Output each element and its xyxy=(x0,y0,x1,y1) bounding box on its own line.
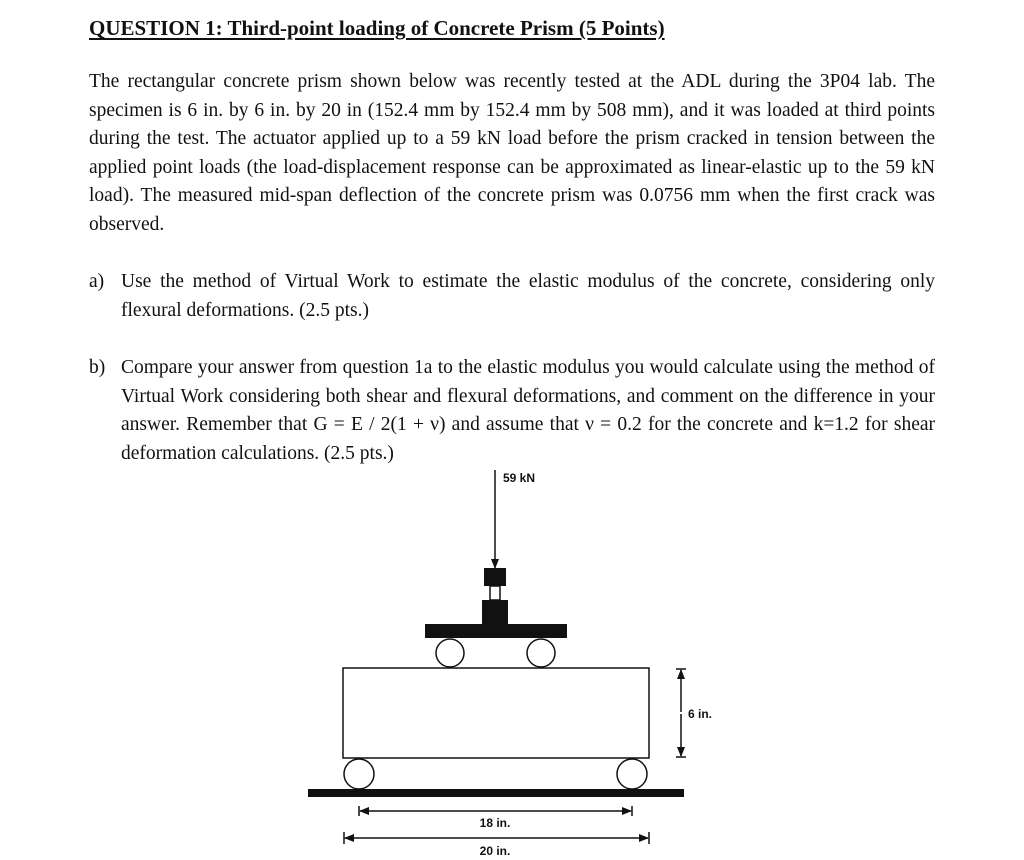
load-label: 59 kN xyxy=(503,471,536,485)
inner-span-label: 18 in. xyxy=(479,816,511,830)
total-length-dimension xyxy=(344,832,649,844)
fixture-stem xyxy=(490,586,500,600)
load-roller-right xyxy=(527,639,555,667)
part-a-text: Use the method of Virtual Work to estimate the elastic modulus of the concrete, considering only flexural deformations. (2.5 pts.) xyxy=(121,271,935,321)
load-roller-left xyxy=(436,639,464,667)
intro-paragraph: The rectangular concrete prism shown below was recently tested at the ADL during the 3P04 lab. The specimen is 6 in. by 6 in. by 20 in (152.4 mm by 152.4 mm by 508 mm), and it was loaded at third points during the test. The actuator applied up to a 59 kN load before the prism cracked in tension between the applied point loads (the load-displacement response can be approximated as linear-elastic up to the 59 kN load). The measured mid-span deflection of the concrete prism was 0.0756 mm when the first crack was observed. xyxy=(89,71,935,235)
load-cell xyxy=(484,568,506,586)
loading-fixture xyxy=(425,568,567,638)
base-plate xyxy=(308,789,684,797)
fixture-block xyxy=(482,600,508,624)
part-a-label: a) xyxy=(89,271,105,292)
height-dimension xyxy=(676,669,686,757)
height-label: 6 in. xyxy=(688,707,713,721)
part-b-label: b) xyxy=(89,357,106,378)
support-roller-left xyxy=(344,759,374,789)
question-title: QUESTION 1: Third-point loading of Concrete Prism (5 Points) xyxy=(89,16,665,40)
concrete-prism xyxy=(343,668,649,758)
total-length-label: 20 in. xyxy=(479,844,511,858)
part-b-text: Compare your answer from question 1a to the elastic modulus you would calculate using the method of Virtual Work considering both shear and flexural deformations, and comment on the difference in your answer. Remember that G = E / 2(1 + ν) and assume that ν = 0.2 for the concrete and k=1.2 for shear deformation calculations. (2.5 pts.) xyxy=(121,357,935,464)
spreader-beam xyxy=(425,624,567,638)
support-roller-right xyxy=(617,759,647,789)
inner-span-dimension xyxy=(359,806,632,816)
